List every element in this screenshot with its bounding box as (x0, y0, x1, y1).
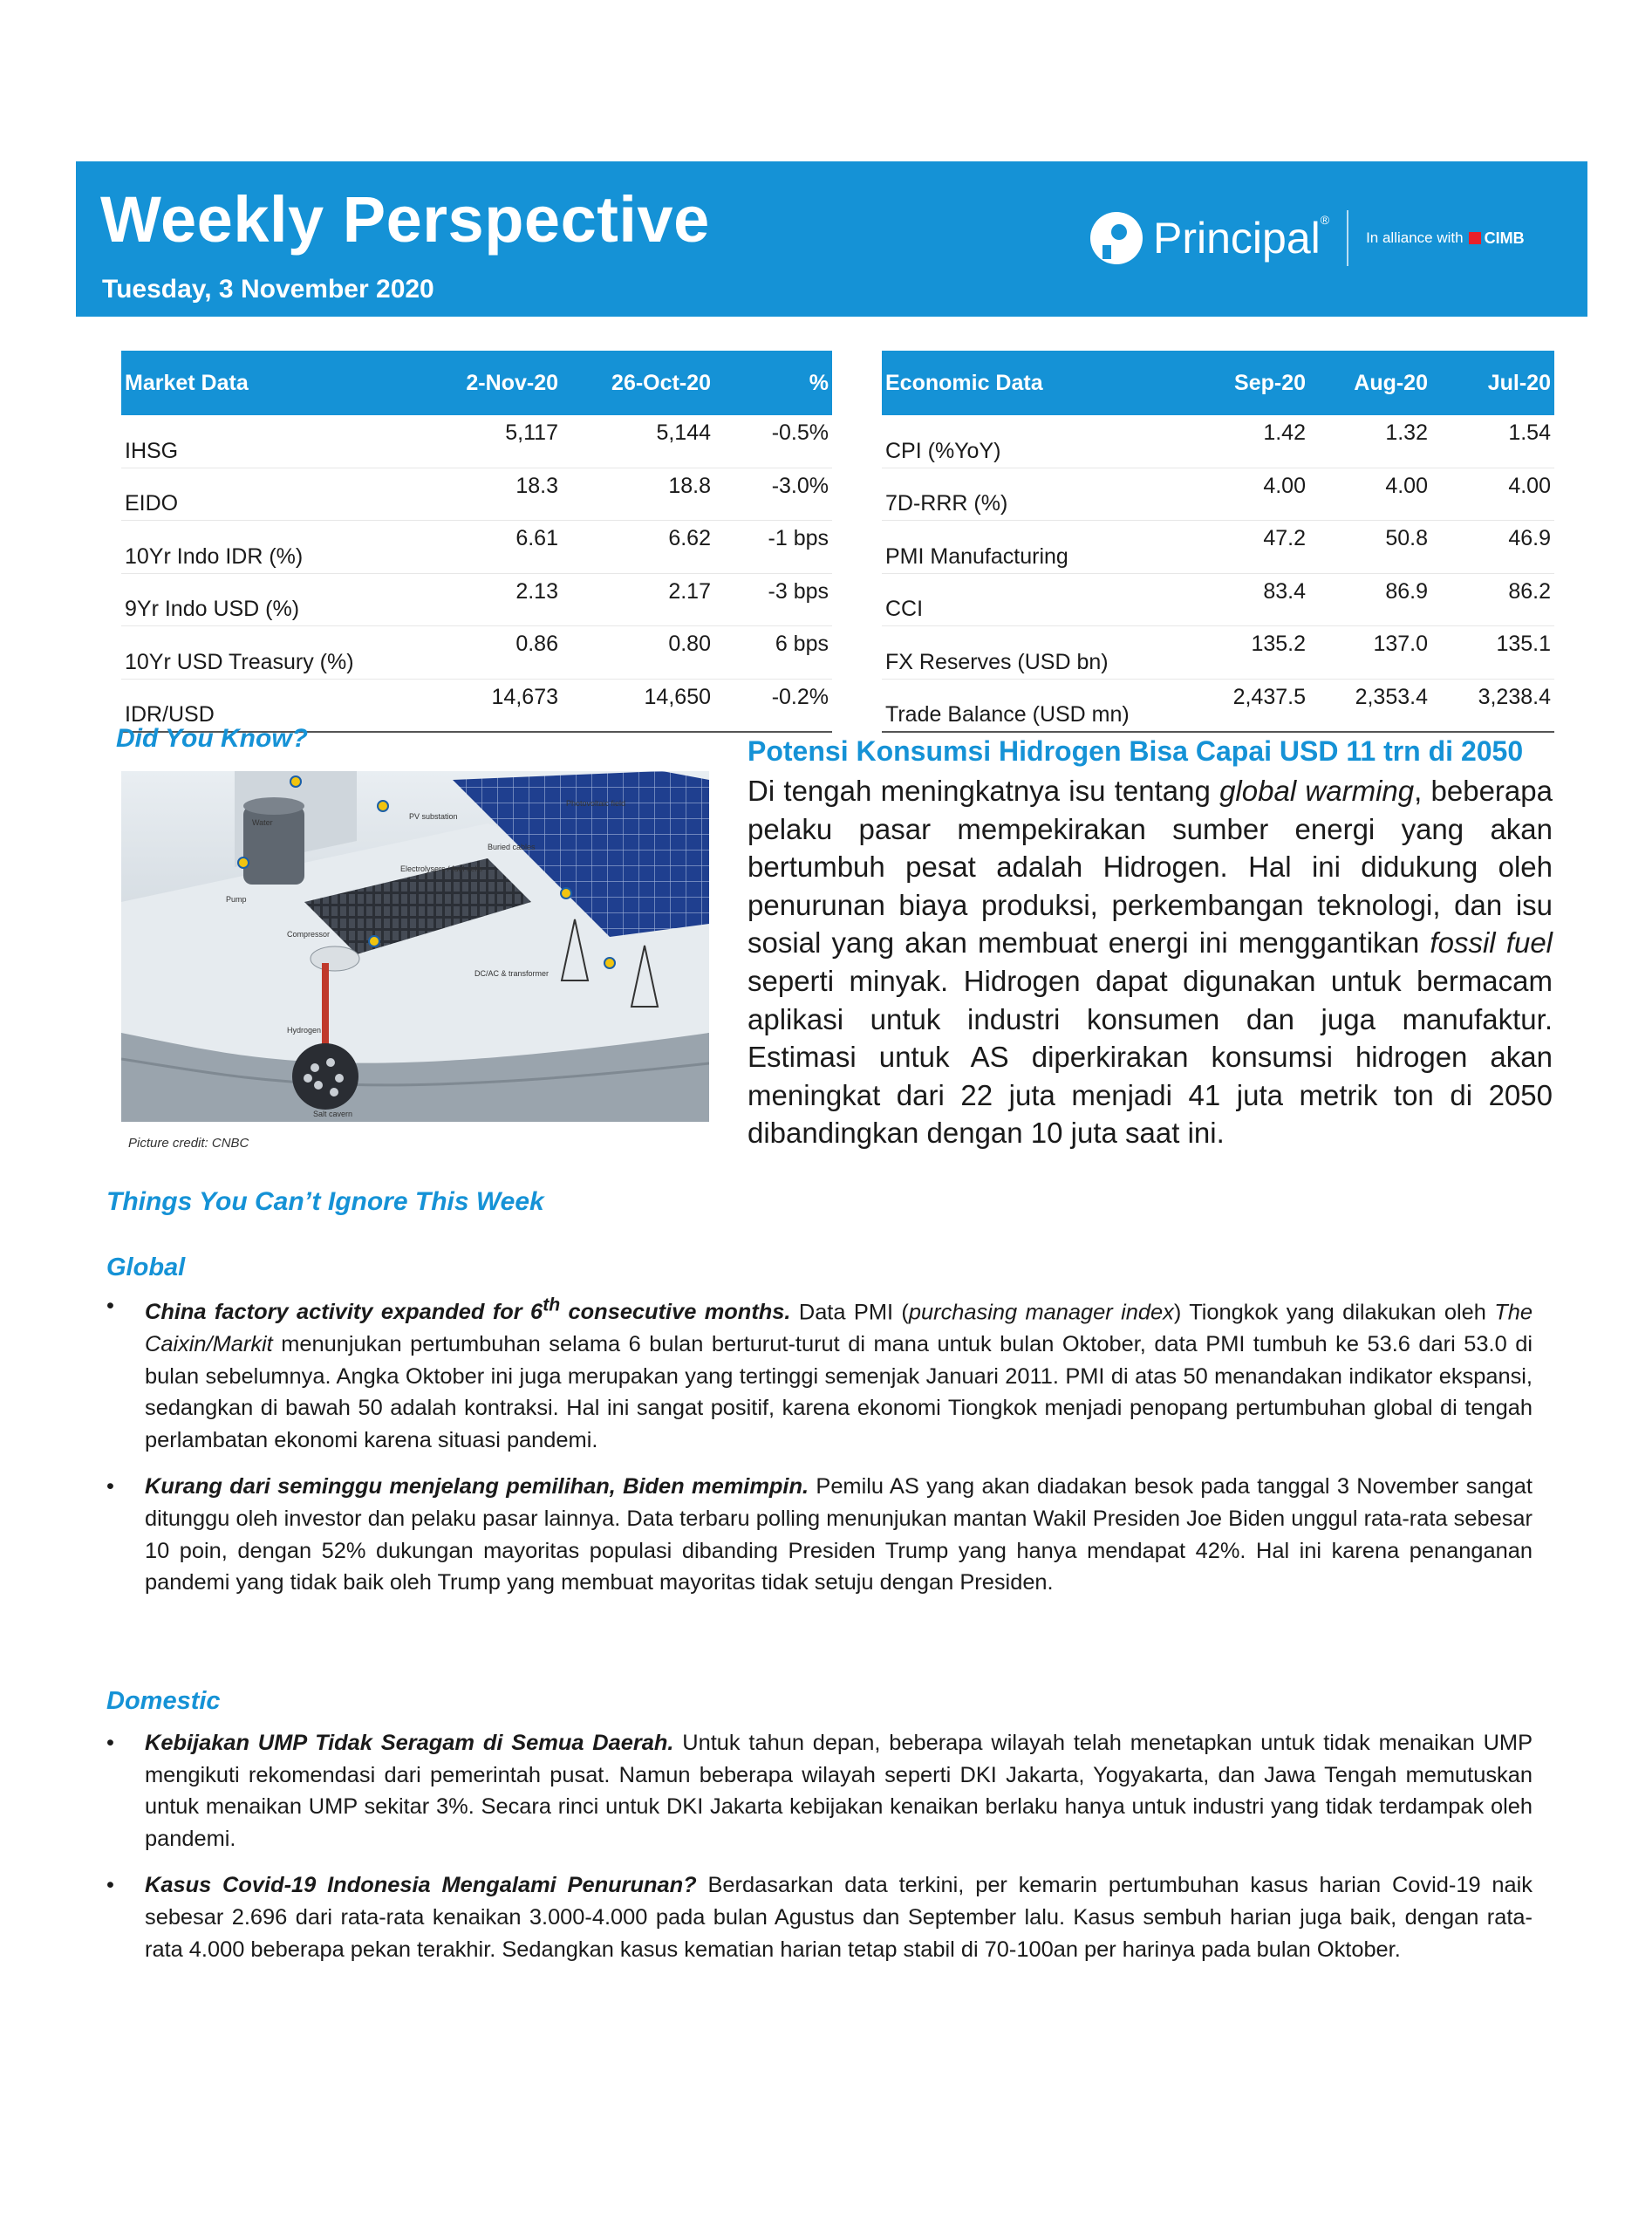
label-pump: Pump (226, 895, 247, 904)
row-label: 7D-RRR (%) (882, 468, 1187, 521)
table-row (882, 468, 1554, 521)
cell-value: 4.00 (1309, 468, 1431, 521)
did-you-know-title: Did You Know? (116, 724, 308, 753)
cell-value: 83.4 (1187, 573, 1309, 626)
row-label: 9Yr Indo USD (%) (121, 573, 422, 626)
cell-value: 3,238.4 (1431, 679, 1554, 732)
bullet-icon: • (106, 1294, 114, 1318)
logo-alliance-text: In alliance with (1366, 229, 1464, 246)
label-water: Water (252, 818, 273, 827)
cell-value: -0.5% (714, 415, 832, 468)
table-row (121, 626, 832, 680)
header-banner (76, 161, 1587, 317)
cell-value: 1.42 (1187, 415, 1309, 468)
cell-value: 2.17 (562, 573, 714, 626)
cell-value: 6 bps (714, 626, 832, 680)
table-row (121, 573, 832, 626)
feature-headline: Potensi Konsumsi Hidrogen Bisa Capai USD 11 trn di 2050 (747, 735, 1524, 767)
domestic-subtitle: Domestic (106, 1687, 221, 1715)
cell-value: 50.8 (1309, 521, 1431, 574)
cell-value: 137.0 (1309, 626, 1431, 680)
list-item: • Kurang dari seminggu menjelang pemilihan, Biden memimpin. Pemilu AS yang akan diadakan besok pada tanggal 3 November sangat ditunggu oleh investor dan pelaku pasar lainnya. Data terbaru polling menunjukan mantan Wakil Presiden Joe Biden unggul rata-rata sebesar 10 poin, dengan 52% dukungan mayoritas populasi dibanding Presiden Trump yang hanya mendapat 42%. Hal ini karena penanganan pandemi yang tidak baik oleh Trump yang membuat mayoritas tidak setuju dengan Presiden. (106, 1471, 1533, 1598)
cell-value: 18.8 (562, 468, 714, 521)
list-item: • Kasus Covid-19 Indonesia Mengalami Penurunan? Berdasarkan data terkini, per kemarin pertumbuhan kasus harian Covid-19 naik sebesar 2.696 dari rata-rata kenaikan 3.000-4.000 pada bulan Agustus dan September lalu. Kasus sembuh harian juga baik, dengan rata-rata 4.000 beberapa pekan terakhir. Sedangkan kasus kematian harian tetap stabil di 70-100an per harinya pada bulan Oktober. (106, 1869, 1533, 1965)
cell-value: 6.61 (422, 521, 562, 574)
cell-value: 86.9 (1309, 573, 1431, 626)
economic-data-table (882, 351, 1554, 733)
cell-value: 4.00 (1187, 468, 1309, 521)
table-header-row (121, 351, 832, 415)
cell-value: 135.2 (1187, 626, 1309, 680)
cell-value: 47.2 (1187, 521, 1309, 574)
table-row (121, 468, 832, 521)
cell-value: 1.32 (1309, 415, 1431, 468)
cimb-mark-icon (1469, 232, 1481, 244)
row-label: CCI (882, 573, 1187, 626)
row-label: 10Yr Indo IDR (%) (121, 521, 422, 574)
cell-value: 1.54 (1431, 415, 1554, 468)
column-header: Jul-20 (1431, 351, 1554, 415)
column-header: 2-Nov-20 (422, 351, 562, 415)
table-row (121, 521, 832, 574)
cell-value: 135.1 (1431, 626, 1554, 680)
bullet-icon: • (106, 1474, 114, 1500)
picture-credit: Picture credit: CNBC (128, 1136, 249, 1151)
principal-logo (1090, 203, 1525, 273)
logo-divider (1347, 210, 1348, 266)
cell-value: 2.13 (422, 573, 562, 626)
cell-value: 6.62 (562, 521, 714, 574)
logo-name: Principal® (1153, 213, 1330, 263)
column-header: Sep-20 (1187, 351, 1309, 415)
cell-value: 86.2 (1431, 573, 1554, 626)
bullet-icon: • (106, 1873, 114, 1898)
column-header: Aug-20 (1309, 351, 1431, 415)
domestic-news-list (106, 1727, 1533, 1980)
global-subtitle: Global (106, 1254, 186, 1281)
cell-value: 46.9 (1431, 521, 1554, 574)
label-hydrogen: Hydrogen (287, 1026, 322, 1035)
label-electrolysers: Electrolysers / fuel cells (400, 864, 483, 873)
column-header: 26-Oct-20 (562, 351, 714, 415)
page-title: Weekly Perspective (100, 183, 710, 256)
things-section-title: Things You Can’t Ignore This Week (106, 1187, 544, 1216)
column-header: Economic Data (882, 351, 1187, 415)
market-data-table (121, 351, 832, 733)
cell-value: -0.2% (714, 679, 832, 732)
cell-value: 0.86 (422, 626, 562, 680)
bullet-icon: • (106, 1731, 114, 1755)
row-label: EIDO (121, 468, 422, 521)
row-label: IDR/USD (121, 679, 422, 732)
label-dc-ac: DC/AC & transformer (474, 969, 550, 978)
hydrogen-infrastructure-picture (121, 771, 709, 1122)
cell-value: 14,650 (562, 679, 714, 732)
row-label: IHSG (121, 415, 422, 468)
cell-value: 5,117 (422, 415, 562, 468)
global-news-list (106, 1290, 1533, 1614)
row-label: 10Yr USD Treasury (%) (121, 626, 422, 680)
cell-value: -3.0% (714, 468, 832, 521)
label-pv-substation: PV substation (409, 812, 458, 821)
cell-value: 14,673 (422, 679, 562, 732)
list-item: • Kebijakan UMP Tidak Seragam di Semua Daerah. Untuk tahun depan, beberapa wilayah telah menetapkan untuk tidak menaikan UMP mengikuti rekomendasi dari pemerintah pusat. Namun beberapa wilayah seperti DKI Jakarta, Yogyakarta, dan Jawa Tengah memutuskan untuk menaikan UMP sekitar 3%. Secara rinci untuk DKI Jakarta kebijakan kenaikan berlaku hanya untuk industri yang tidak terdampak oleh pandemi. (106, 1727, 1533, 1855)
feature-body: Di tengah meningkatnya isu tentang global warming, beberapa pelaku pasar mempekirakan sumber energi yang akan bertumbuh pesat adalah Hidrogen. Hal ini didukung oleh penurunan biaya produksi, perkembangan teknologi, dan isu sosial yang akan membuat energi ini menggantikan fossil fuel seperti minyak. Hidrogen dapat digunakan untuk bermacam aplikasi untuk industri konsumen dan juga manufaktur. Estimasi untuk AS diperkirakan konsumsi hidrogen akan meningkat dari 22 juta menjadi 41 juta metrik ton di 2050 dibandingkan dengan 10 juta saat ini. (747, 775, 1553, 1150)
table-header-row (882, 351, 1554, 415)
table-row (121, 415, 832, 468)
label-buried-cables: Buried cables (488, 843, 536, 851)
cell-value: 5,144 (562, 415, 714, 468)
report-date: Tuesday, 3 November 2020 (102, 275, 434, 304)
table-row (882, 415, 1554, 468)
cell-value: 0.80 (562, 626, 714, 680)
cimb-logo: CIMB (1469, 229, 1525, 248)
list-item: • China factory activity expanded for 6th consecutive months. Data PMI (purchasing manager index) Tiongkok yang dilakukan oleh The Caixin/Markit menunjukan pertumbuhan selama 6 bulan berturut-turut di mana untuk bulan Oktober, data PMI tumbuh ke 53.6 dari 53.0 di bulan sebelumnya. Angka Oktober ini juga merupakan yang tertinggi semenjak Januari 2011. PMI di atas 50 menandakan indikator ekspansi, sedangkan di bawah 50 adalah kontraksi. Hal ini sangat positif, karena ekonomi Tiongkok menjadi penopang pertumbuhan global di tengah perlambatan ekonomi karena situasi pandemi. (106, 1290, 1533, 1456)
column-header: % (714, 351, 832, 415)
cell-value: 2,353.4 (1309, 679, 1431, 732)
column-header: Market Data (121, 351, 422, 415)
table-row (882, 521, 1554, 574)
cell-value: 4.00 (1431, 468, 1554, 521)
hydrogen-illustration (121, 771, 709, 1122)
row-label: PMI Manufacturing (882, 521, 1187, 574)
cell-value: -3 bps (714, 573, 832, 626)
table-row (882, 573, 1554, 626)
label-salt-cavern: Salt cavern (313, 1110, 353, 1118)
table-row (882, 626, 1554, 680)
cell-value: 2,437.5 (1187, 679, 1309, 732)
table-row (882, 679, 1554, 732)
label-photovoltaic: Photovoltaic field (566, 799, 626, 808)
row-label: CPI (%YoY) (882, 415, 1187, 468)
row-label: FX Reserves (USD bn) (882, 626, 1187, 680)
principal-logo-icon (1090, 212, 1143, 264)
cell-value: -1 bps (714, 521, 832, 574)
row-label: Trade Balance (USD mn) (882, 679, 1187, 732)
cell-value: 18.3 (422, 468, 562, 521)
label-compressor: Compressor (287, 930, 331, 939)
